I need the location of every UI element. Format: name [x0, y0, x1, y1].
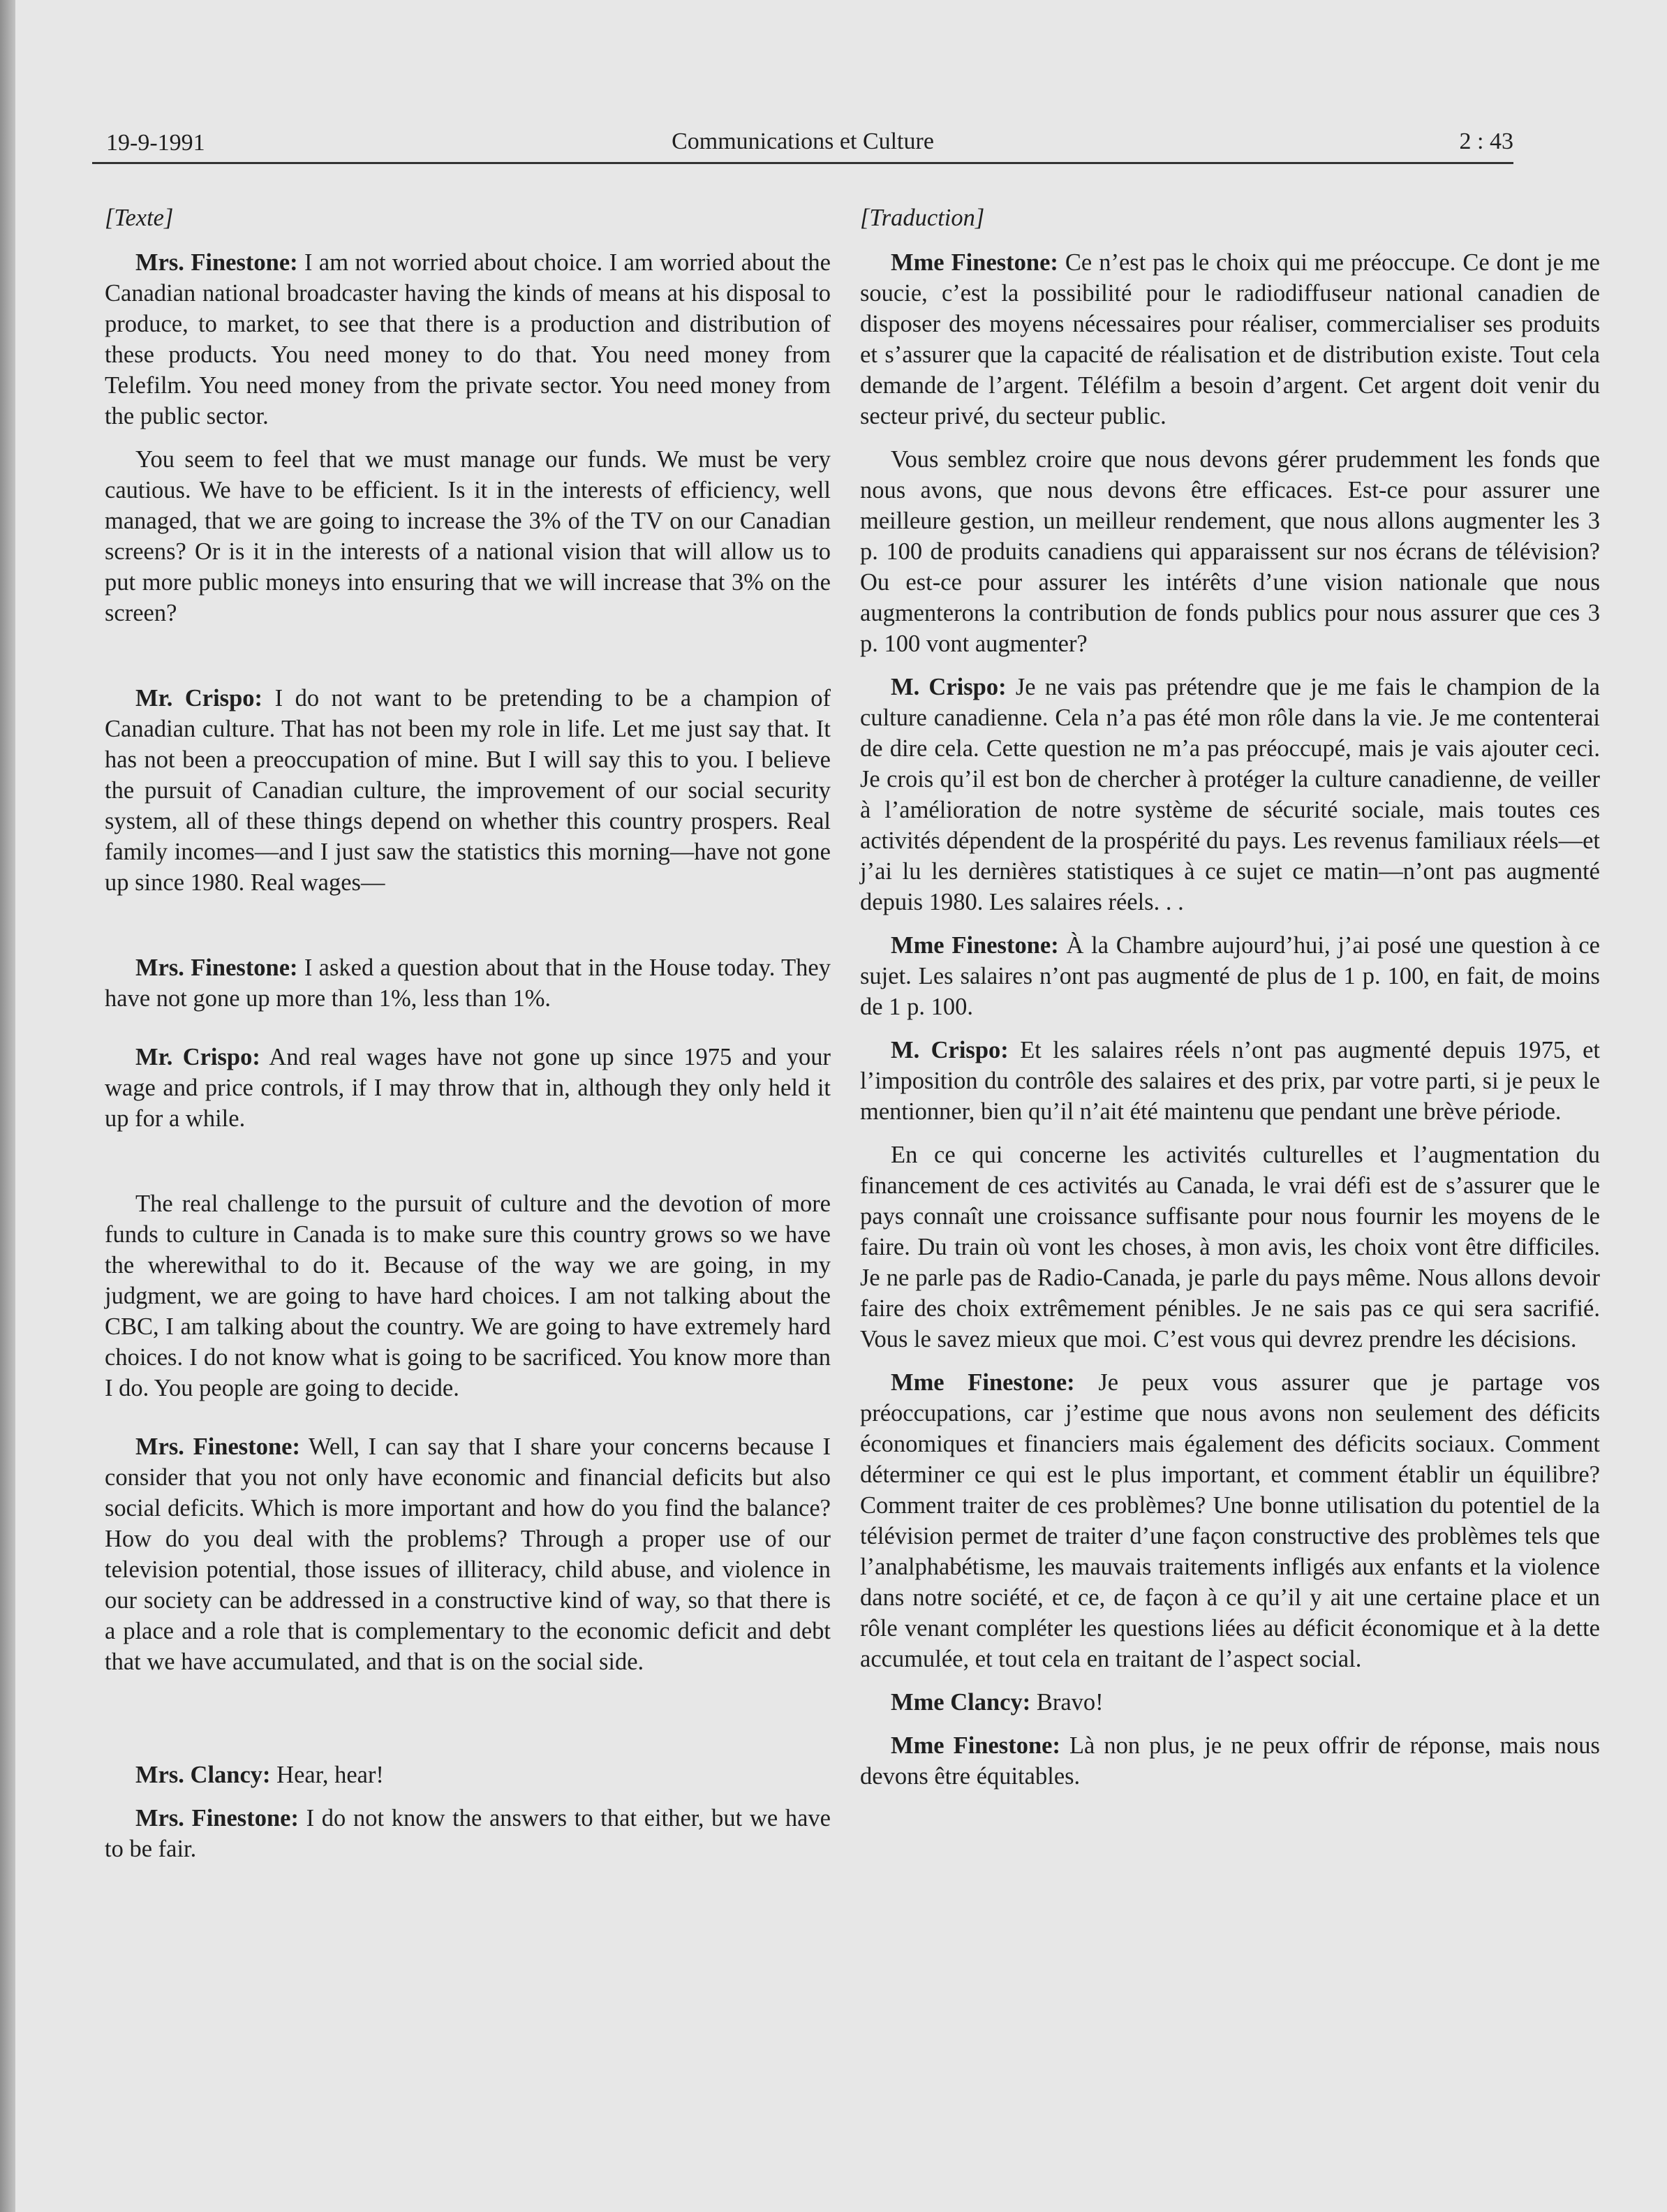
speaker-name: Mme Clancy: — [891, 1689, 1031, 1716]
document-page — [15, 0, 1667, 2212]
speech-text: Well, I can say that I share your concerns because I consider that you not only have economic and financial deficits but also social deficits. Which is more important and how do you find the balance? How do you deal with the problems? Through a proper use of our television potential, those issues of illiteracy, child abuse, and violence in our society can be addressed in a constructive kind of way, so that there is a place and a role that is complementary to the economic deficit and debt that we have accumulated, and that is on the social side. — [105, 1433, 831, 1675]
paragraph — [105, 1188, 831, 1403]
speaker-name: M. Crispo: — [891, 1037, 1009, 1063]
speech-text: Ce n’est pas le choix qui me préoccupe. Ce dont je me soucie, c’est la possibilité pour le radiodiffuseur national canadien de disposer des moyens nécessaires pour réaliser, commercialiser ses produits et s’assurer que la capacité de réalisation et de distribution existe. Tout cela demande de l’argent. Téléfilm a besoin d’argent. Cet argent doit venir du secteur privé, du secteur public. — [860, 249, 1600, 429]
page-edge-shadow — [0, 0, 15, 2212]
french-column — [860, 202, 1600, 1792]
speech-text: The real challenge to the pursuit of culture and the devotion of more funds to culture in Canada is to make sure this country grows so we have the wherewithal to do it. Because of the way we are going, in my judgment, we are going to have hard choices. I am not talking about the CBC, I am talking about the country. We are going to have extremely hard choices. I do not know what is going to be sacrificed. You know more than I do. You people are going to decide. — [105, 1190, 831, 1401]
header-date: 19-9-1991 — [106, 130, 205, 156]
paragraph — [105, 1042, 831, 1134]
speech-text: En ce qui concerne les activités culturelles et l’augmentation du financement de ces activités au Canada, le vrai défi est de s’assurer que le pays connaît une croissance suffisante pour nous fournir les moyens de le faire. Du train où vont les choses, à mon avis, les choix vont être difficiles. Je ne parle pas de Radio-Canada, je parle du pays même. Nous allons devoir faire des choix extrêmement pénibles. Je ne sais pas ce qui sera sacrifié. Vous le savez mieux que moi. C’est vous qui devrez prendre les décisions. — [860, 1142, 1600, 1352]
speech-text: Bravo! — [1030, 1689, 1104, 1716]
paragraph — [860, 1367, 1600, 1674]
paragraph — [860, 672, 1600, 917]
speech-text: Là non plus, je ne peux offrir de réponse, mais nous devons être équitables. — [860, 1732, 1600, 1790]
paragraph — [105, 1760, 831, 1790]
paragraph — [860, 930, 1600, 1022]
speech-text: À la Chambre aujourd’hui, j’ai posé une question à ce sujet. Les salaires n’ont pas augmenté de plus de 1 p. 100, en fait, de moins de 1 p. 100. — [860, 932, 1600, 1020]
english-column — [105, 202, 831, 1864]
speech-text: You seem to feel that we must manage our funds. We must be very cautious. We have to be efficient. Is it in the interests of efficiency, well managed, that we are going to increase the 3% of the TV on our Canadian screens? Or is it in the interests of a national vision that will allow us to put more public moneys into ensuring that we will increase that 3% on the screen? — [105, 446, 831, 626]
speech-text: I am not worried about choice. I am worried about the Canadian national broadcaster having the kinds of means at his disposal to produce, to market, to see that there is a production and distribution of these products. You need money to do that. You need money from Telefilm. You need money from the private sector. You need money from the public sector. — [105, 249, 831, 429]
speaker-name: M. Crispo: — [891, 674, 1007, 700]
speech-text: Hear, hear! — [270, 1762, 384, 1788]
speaker-name: Mme Finestone: — [891, 1369, 1075, 1396]
paragraph — [860, 444, 1600, 659]
paragraph — [105, 1803, 831, 1864]
header-page-number: 2 : 43 — [1459, 128, 1513, 154]
paragraph — [860, 1140, 1600, 1355]
speech-text: I asked a question about that in the House today. They have not gone up more than 1%, less than 1%. — [105, 954, 831, 1012]
paragraph — [105, 444, 831, 628]
speaker-name: Mme Finestone: — [891, 249, 1058, 276]
paragraph — [860, 1035, 1600, 1127]
speech-text: And real wages have not gone up since 1975 and your wage and price controls, if I may throw that in, although they only held it up for a while. — [105, 1044, 831, 1132]
speech-text: Je peux vous assurer que je partage vos préoccupations, car j’estime que nous avons non seulement des déficits économiques et financiers mais également des déficits sociaux. Comment déterminer ce qui est le plus important, et comment établir un équilibre? Comment traiter de ces problèmes? Une bonne utilisation du potentiel de la télévision permet de traiter d’une façon constructive des problèmes tels que l’analphabétisme, les mauvais traitements infligés aux enfants et la violence dans notre société, et ce, de façon à ce qu’il y ait une certaine place et un rôle venant compléter les questions liées au déficit économique et à la dette accumulée, et tout cela en traitant de l’aspect social. — [860, 1369, 1600, 1672]
paragraph — [860, 1730, 1600, 1792]
speaker-name: Mrs. Finestone: — [135, 954, 298, 981]
paragraph — [105, 952, 831, 1014]
speaker-name: Mrs. Finestone: — [135, 1805, 299, 1831]
speech-text: Je ne vais pas prétendre que je me fais le champion de la culture canadienne. Cela n’a pas été mon rôle dans la vie. Je me contenterai de dire cela. Cette question ne m’a pas préoccupé, mais je vais ajouter ceci. Je crois qu’il est bon de chercher à protéger la culture canadienne, de veiller à l’amélioration de notre système de sécurité sociale, mais toutes ces activités dépendent de la prospérité du pays. Les revenus familiaux réels—et j’ai lu les dernières statistiques à ce sujet ce matin—n’ont pas augmenté depuis 1980. Les salaires réels. . . — [860, 674, 1600, 915]
paragraph — [105, 683, 831, 898]
header-title: Communications et Culture — [672, 128, 934, 154]
speech-text: Vous semblez croire que nous devons gérer prudemment les fonds que nous avons, que nous devons être efficaces. Est-ce pour assurer une meilleure gestion, un meilleur rendement, que nous allons augmenter les 3 p. 100 de produits canadiens qui apparaissent sur nos écrans de télévision? Ou est-ce pour assurer les intérêts d’une vision nationale que nous augmenterons la contribution de fonds publics pour nous assurer que ces 3 p. 100 vont augmenter? — [860, 446, 1600, 657]
paragraph — [860, 1687, 1600, 1718]
page-header — [92, 119, 1513, 164]
texte-tag: [Texte] — [105, 205, 174, 231]
speaker-name: Mme Finestone: — [891, 932, 1059, 959]
speech-text: Et les salaires réels n’ont pas augmenté depuis 1975, et l’imposition du contrôle des salaires et des prix, par votre parti, si je peux le mentionner, bien qu’il n’ait été maintenu que pendant une brève période. — [860, 1037, 1601, 1125]
traduction-tag: [Traduction] — [860, 205, 985, 231]
speaker-name: Mrs. Clancy: — [135, 1762, 271, 1788]
speaker-name: Mr. Crispo: — [135, 685, 263, 711]
speaker-name: Mme Finestone: — [891, 1732, 1060, 1759]
speaker-name: Mr. Crispo: — [135, 1044, 260, 1070]
speaker-name: Mrs. Finestone: — [135, 249, 298, 276]
paragraph — [860, 247, 1600, 432]
paragraph — [105, 247, 831, 432]
speech-text: I do not know the answers to that either, but we have to be fair. — [105, 1805, 831, 1862]
speaker-name: Mrs. Finestone: — [135, 1433, 300, 1460]
speech-text: I do not want to be pretending to be a champion of Canadian culture. That has not been my role in life. Let me just say that. It has not been a preoccupation of mine. But I will say this to you. I believe the pursuit of Canadian culture, the improvement of our social security system, all of these things depend on whether this country prospers. Real family incomes—and I just saw the statistics this morning—have not gone up since 1980. Real wages— — [105, 685, 831, 896]
paragraph — [105, 1431, 831, 1677]
